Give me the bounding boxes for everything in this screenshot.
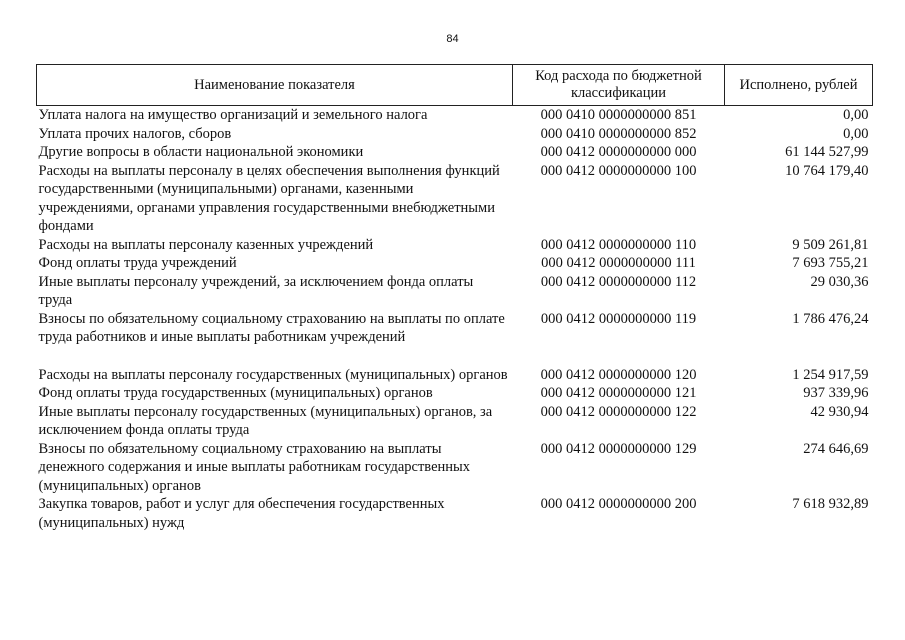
expense-code: 000 0412 0000000000 120	[540, 366, 697, 383]
executed-amount: 0,00	[843, 107, 869, 123]
executed-amount: 9 509 261,81	[792, 236, 869, 253]
table-row	[37, 254, 873, 273]
indicator-name: Фонд оплаты труда государственных (муниципальных) органов	[38, 385, 433, 401]
table-row	[37, 384, 873, 403]
table-row	[37, 440, 873, 496]
executed-amount: 42 930,94	[810, 403, 869, 420]
table-header-row	[37, 65, 873, 106]
indicator-name: Взносы по обязательному социальному страхованию на выплаты денежного содержания и иные выплаты работникам государственных (муниципальных) органов	[38, 440, 471, 494]
indicator-name: Взносы по обязательному социальному страхованию на выплаты по оплате труда работников и иные выплаты работникам учреждений	[38, 310, 505, 345]
expense-code: 000 0412 0000000000 112	[540, 273, 697, 290]
table-row	[37, 236, 873, 255]
header-expense-code: Код расхода по бюджетной классификации	[513, 65, 725, 106]
indicator-name: Другие вопросы в области национальной экономики	[38, 144, 364, 160]
expense-code: 000 0412 0000000000 122	[540, 403, 697, 420]
table-row	[37, 495, 873, 532]
executed-amount: 7 693 755,21	[792, 255, 869, 271]
indicator-name: Уплата прочих налогов, сборов	[38, 125, 232, 142]
expense-code: 000 0412 0000000000 100	[540, 162, 697, 179]
executed-amount: 7 618 932,89	[792, 496, 869, 512]
expense-code: 000 0412 0000000000 110	[540, 236, 697, 253]
executed-amount: 29 030,36	[810, 273, 869, 290]
expense-code: 000 0412 0000000000 121	[540, 385, 697, 401]
indicator-name: Иные выплаты персоналу учреждений, за исключением фонда оплаты труда	[38, 273, 474, 308]
executed-amount: 1 786 476,24	[792, 310, 869, 327]
budget-execution-table	[36, 64, 873, 532]
executed-amount: 10 764 179,40	[785, 162, 869, 179]
indicator-name: Расходы на выплаты персоналу в целях обеспечения выполнения функций государственными (муниципальными) органами, казенными учреждениями, органами управления государственными внебюджетными фондами	[38, 162, 500, 234]
expense-code: 000 0412 0000000000 129	[540, 440, 697, 457]
header-executed-amount: Исполнено, рублей	[725, 65, 873, 106]
indicator-name: Расходы на выплаты персоналу государственных (муниципальных) органов	[38, 366, 508, 383]
indicator-name: Закупка товаров, работ и услуг для обеспечения государственных (муниципальных) нужд	[38, 496, 445, 531]
table-row	[37, 403, 873, 440]
indicator-name: Иные выплаты персоналу государственных (муниципальных) органов, за исключением фонда оплаты труда	[38, 403, 493, 438]
table-row	[37, 366, 873, 385]
expense-code: 000 0410 0000000000 852	[540, 125, 697, 142]
indicator-name: Расходы на выплаты персоналу казенных учреждений	[38, 236, 374, 253]
indicator-name: Уплата налога на имущество организаций и земельного налога	[38, 107, 428, 123]
expense-code: 000 0412 0000000000 111	[541, 255, 696, 271]
executed-amount: 937 339,96	[803, 385, 869, 401]
page-number: 84	[446, 33, 459, 45]
table-row	[37, 310, 873, 366]
expense-code: 000 0412 0000000000 000	[540, 144, 697, 160]
expense-code: 000 0410 0000000000 851	[540, 107, 697, 123]
header-indicator-name: Наименование показателя	[37, 65, 513, 106]
table-row	[37, 273, 873, 310]
executed-amount: 0,00	[843, 125, 869, 142]
indicator-name: Фонд оплаты труда учреждений	[38, 255, 237, 271]
table-row	[37, 125, 873, 144]
expense-code: 000 0412 0000000000 119	[540, 310, 697, 327]
executed-amount: 274 646,69	[803, 440, 869, 457]
table-row	[37, 106, 873, 125]
table-row	[37, 143, 873, 162]
table-row	[37, 162, 873, 236]
expense-code: 000 0412 0000000000 200	[540, 496, 697, 512]
executed-amount: 61 144 527,99	[785, 144, 869, 160]
executed-amount: 1 254 917,59	[792, 366, 869, 383]
